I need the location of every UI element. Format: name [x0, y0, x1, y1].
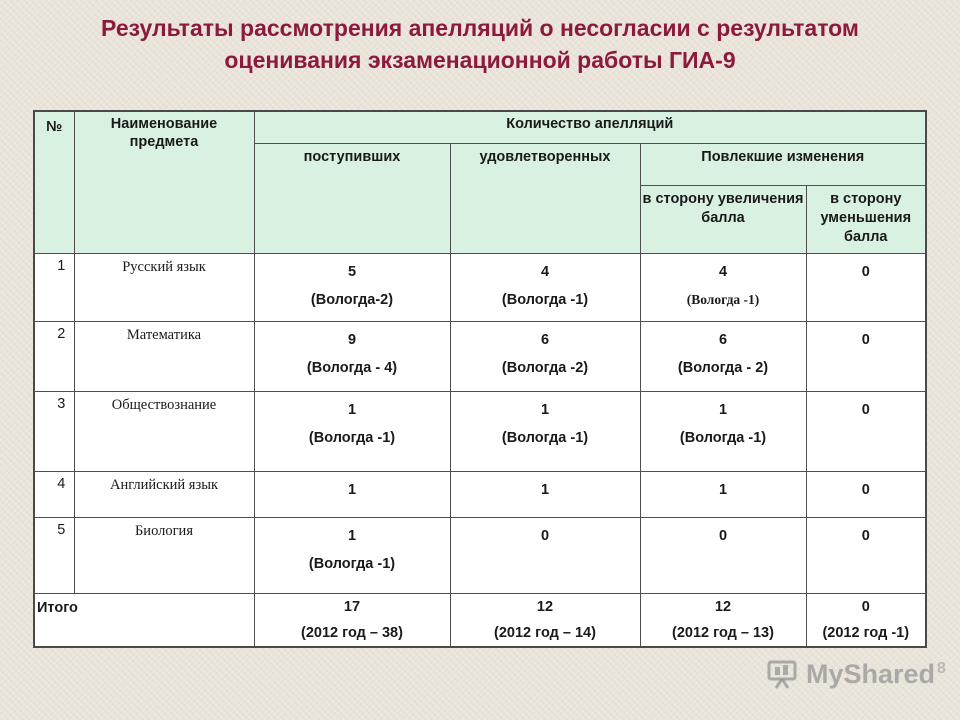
header-subject: Наименование предмета	[74, 111, 254, 253]
cell-increase: 4 (Вологда -1)	[640, 253, 806, 321]
row-num: 4	[34, 471, 74, 517]
header-decrease: в сторону уменьшения балла	[806, 185, 926, 253]
watermark-text: MyShared	[806, 658, 936, 689]
cell-satisfied: 1 (Вологда -1)	[450, 391, 640, 471]
page-number: 8	[937, 660, 946, 677]
cell-received: 1 (Вологда -1)	[254, 391, 450, 471]
cell-satisfied: 4 (Вологда -1)	[450, 253, 640, 321]
total-satisfied: 12 (2012 год – 14)	[450, 593, 640, 647]
total-increase: 12 (2012 год – 13)	[640, 593, 806, 647]
watermark	[766, 656, 946, 692]
row-subject: Русский язык	[74, 253, 254, 321]
cell-decrease: 0	[806, 391, 926, 471]
cell-increase: 6 (Вологда - 2)	[640, 321, 806, 391]
table-row	[34, 471, 926, 517]
header-num: №	[34, 111, 74, 253]
cell-increase: 1 (Вологда -1)	[640, 391, 806, 471]
cell-received: 1 (Вологда -1)	[254, 517, 450, 593]
row-num: 2	[34, 321, 74, 391]
cell-received: 9 (Вологда - 4)	[254, 321, 450, 391]
cell-decrease: 0	[806, 253, 926, 321]
cell-decrease: 0	[806, 321, 926, 391]
row-subject: Английский язык	[74, 471, 254, 517]
table-row	[34, 253, 926, 321]
cell-decrease: 0	[806, 471, 926, 517]
page-title: Результаты рассмотрения апелляций о несогласии с результатом оценивания экзаменационной работы ГИА-9	[101, 15, 859, 73]
header-received: поступивших	[254, 143, 450, 253]
row-subject: Биология	[74, 517, 254, 593]
cell-satisfied: 1	[450, 471, 640, 517]
cell-increase: 0	[640, 517, 806, 593]
cell-received: 5 (Вологда-2)	[254, 253, 450, 321]
header-increase: в сторону увеличения балла	[640, 185, 806, 253]
cell-received: 1	[254, 471, 450, 517]
header-appeals-count: Количество апелляций	[254, 111, 926, 143]
row-num: 3	[34, 391, 74, 471]
header-changes: Повлекшие изменения	[640, 143, 926, 185]
row-subject: Обществознание	[74, 391, 254, 471]
cell-satisfied: 0	[450, 517, 640, 593]
cell-decrease: 0	[806, 517, 926, 593]
total-decrease: 0 (2012 год -1)	[806, 593, 926, 647]
row-num: 1	[34, 253, 74, 321]
header-satisfied: удовлетворенных	[450, 143, 640, 253]
cell-satisfied: 6 (Вологда -2)	[450, 321, 640, 391]
total-received: 17 (2012 год – 38)	[254, 593, 450, 647]
table-row	[34, 321, 926, 391]
table-row-total	[34, 593, 926, 647]
row-num: 5	[34, 517, 74, 593]
total-label: Итого	[34, 593, 254, 647]
table-row	[34, 517, 926, 593]
cell-increase: 1	[640, 471, 806, 517]
appeals-table	[33, 110, 927, 648]
table-row	[34, 391, 926, 471]
row-subject: Математика	[74, 321, 254, 391]
presentation-icon	[766, 657, 800, 691]
